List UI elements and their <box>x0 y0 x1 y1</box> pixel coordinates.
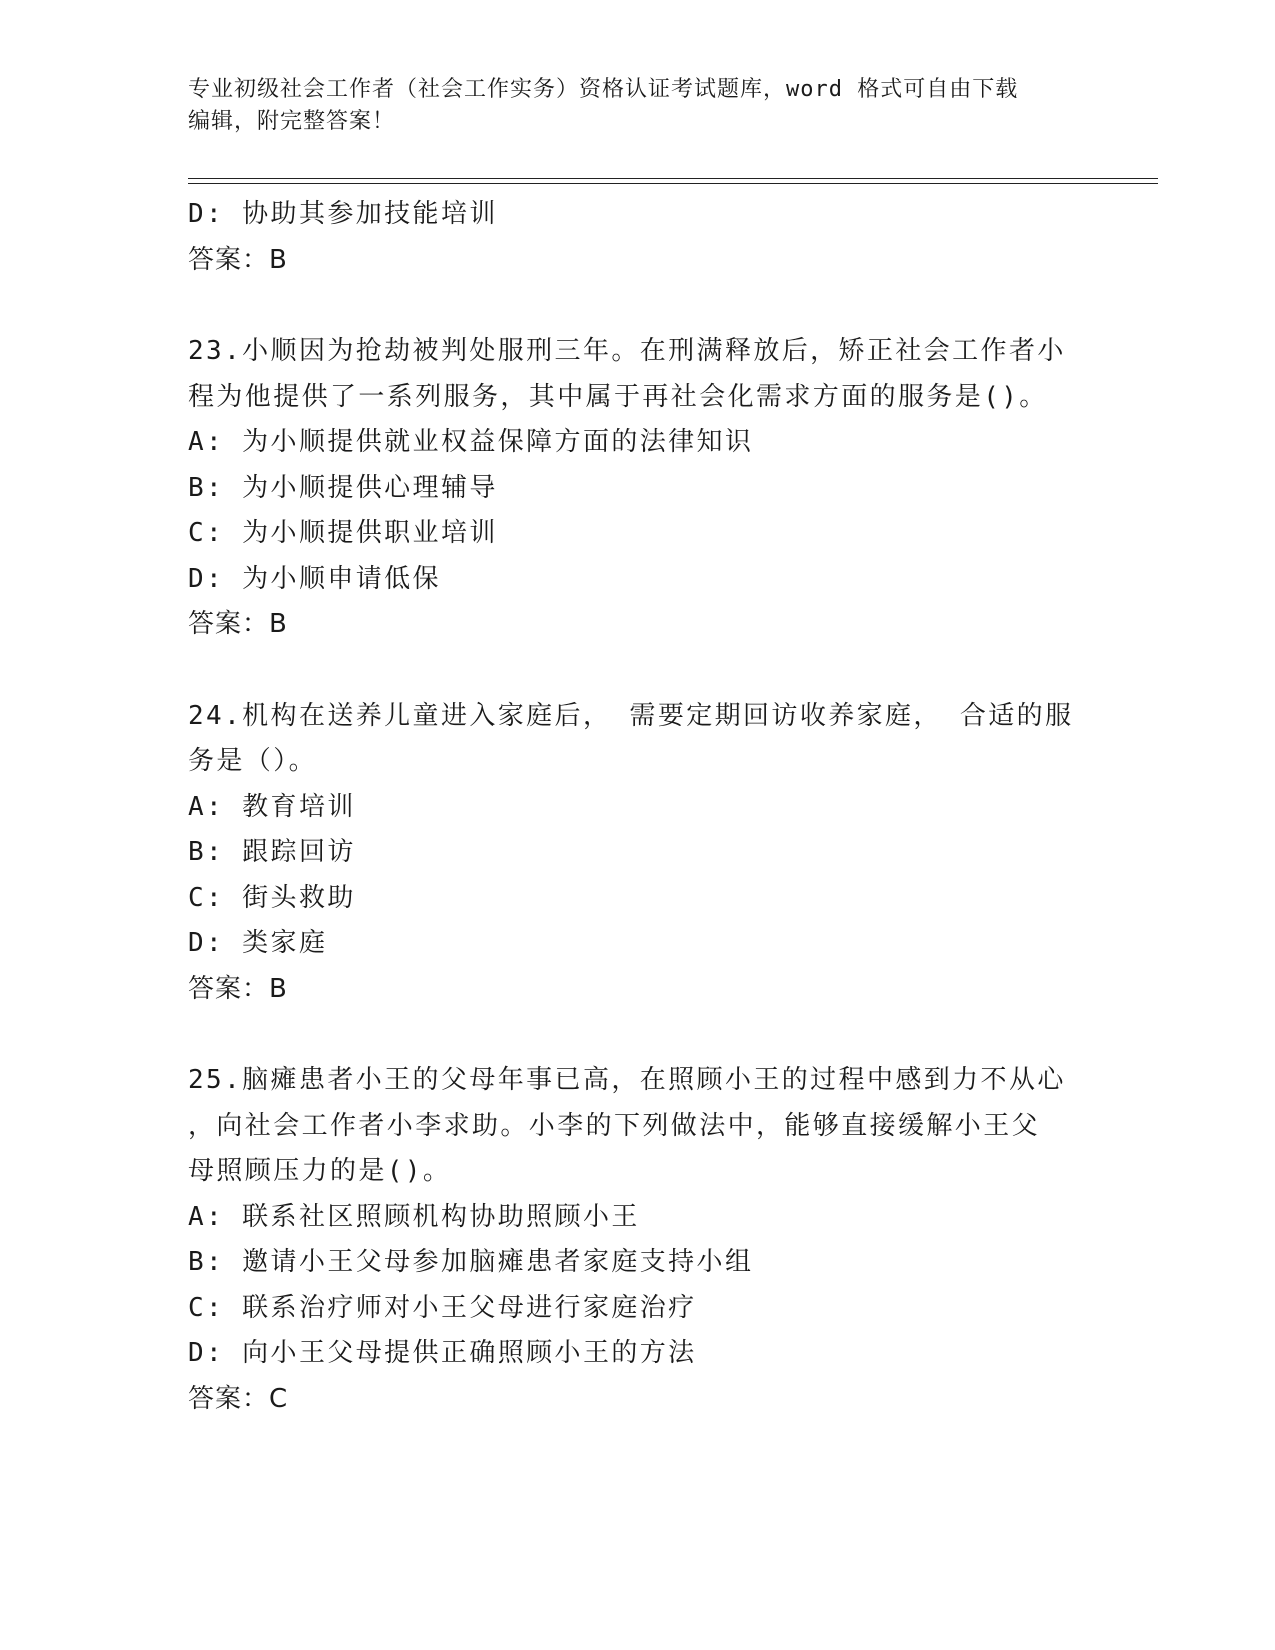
option-c: C: 街头救助 <box>188 882 356 913</box>
option-d: D: 类家庭 <box>188 928 328 958</box>
question-25 <box>188 1058 1088 1422</box>
header-line-2: 编辑，附完整答案！ <box>188 109 396 134</box>
question-23 <box>188 329 1088 648</box>
question-stem: 程为他提供了一系列服务，其中属于再社会化需求方面的服务是()。 <box>188 381 1048 412</box>
option-d: D: 为小顺申请低保 <box>188 563 441 594</box>
option-b: B: 为小顺提供心理辅导 <box>188 472 498 503</box>
option-b: B: 邀请小王父母参加脑瘫患者家庭支持小组 <box>188 1247 754 1277</box>
option-d: D: 协助其参加技能培训 <box>188 199 498 229</box>
header-divider-bottom <box>188 183 1158 184</box>
option-a: A: 联系社区照顾机构协助照顾小王 <box>188 1201 640 1232</box>
header-line-1: 专业初级社会工作者（社会工作实务）资格认证考试题库，word 格式可自由下载 <box>188 77 1019 102</box>
option-d: D: 向小王父母提供正确照顾小王的方法 <box>188 1338 697 1368</box>
question-stem: ，向社会工作者小李求助。小李的下列做法中，能够直接缓解小王父 <box>188 1110 1041 1141</box>
question-stem: 务是（）。 <box>188 746 318 776</box>
option-b: B: 跟踪回访 <box>188 837 356 867</box>
page-header <box>188 74 1088 138</box>
question-stem: 母照顾压力的是()。 <box>188 1156 452 1186</box>
question-24 <box>188 694 1088 1013</box>
question-stem: 24.机构在送养儿童进入家庭后， 需要定期回访收养家庭， 合适的服 <box>188 700 1074 731</box>
header-divider-top <box>188 178 1158 179</box>
question-stem: 25.脑瘫患者小王的父母年事已高，在照顾小王的过程中感到力不从心 <box>188 1065 1066 1095</box>
answer: 答案：B <box>188 973 288 1004</box>
answer: 答案：B <box>188 609 288 639</box>
question-22-tail <box>188 192 1088 283</box>
question-stem: 23.小顺因为抢劫被判处服刑三年。在刑满释放后，矫正社会工作者小 <box>188 336 1066 366</box>
question-list <box>188 192 1088 1422</box>
option-a: A: 为小顺提供就业权益保障方面的法律知识 <box>188 427 754 457</box>
answer: 答案：B <box>188 244 288 275</box>
option-c: C: 为小顺提供职业培训 <box>188 518 498 548</box>
option-c: C: 联系治疗师对小王父母进行家庭治疗 <box>188 1292 697 1323</box>
answer: 答案：C <box>188 1383 289 1414</box>
option-a: A: 教育培训 <box>188 791 356 822</box>
